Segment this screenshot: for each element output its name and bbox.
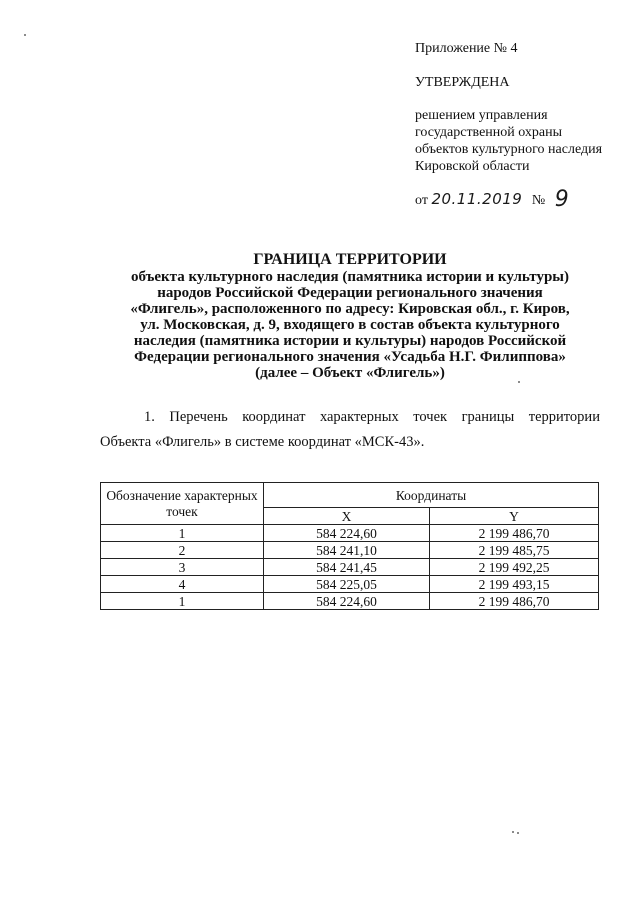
- paragraph-second-line: Объекта «Флигель» в системе координат «МСК-43».: [100, 434, 425, 450]
- scan-speck: [518, 381, 520, 383]
- title-line: наследия (памятника истории и культуры) народов Российской: [133, 333, 567, 349]
- cell-y: 2 199 486,70: [430, 525, 599, 542]
- title-line: «Флигель», расположенного по адресу: Кировская обл., г. Киров,: [130, 301, 570, 317]
- cell-x: 584 241,45: [264, 559, 430, 576]
- title-line: народов Российской Федерации регионального значения: [157, 285, 543, 301]
- table-row: [101, 559, 599, 576]
- approval-authority-line: государственной охраны: [415, 125, 563, 140]
- number-sign: №: [531, 193, 546, 208]
- scan-speck: [517, 832, 519, 834]
- table-row: [101, 576, 599, 593]
- paragraph-first-line: [100, 405, 600, 430]
- coordinates-table: [100, 482, 599, 610]
- cell-x: 584 241,10: [264, 542, 430, 559]
- cell-point: 2: [101, 542, 264, 559]
- cell-y: 2 199 493,15: [430, 576, 599, 593]
- paragraph-word: координат: [242, 409, 306, 425]
- table-row: [101, 542, 599, 559]
- cell-y: 2 199 485,75: [430, 542, 599, 559]
- header-points: Обозначение характерных точек: [101, 483, 264, 525]
- approval-authority-line: решением управления: [415, 108, 548, 123]
- title-main: ГРАНИЦА ТЕРРИТОРИИ: [253, 251, 447, 268]
- approval-authority-line: объектов культурного наследия: [415, 142, 603, 157]
- title-line: объекта культурного наследия (памятника истории и культуры): [130, 269, 569, 285]
- scan-speck: [512, 831, 514, 833]
- cell-y: 2 199 486,70: [430, 593, 599, 610]
- table-row: [101, 593, 599, 610]
- approved-label: УТВЕРЖДЕНА: [415, 75, 510, 90]
- approval-block: [415, 40, 635, 212]
- paragraph-word: 1.: [144, 409, 155, 425]
- paragraph-word: точек: [413, 409, 448, 425]
- paragraph-word: территории: [528, 409, 600, 425]
- header-coordinates: Координаты: [264, 483, 599, 508]
- cell-point: 3: [101, 559, 264, 576]
- approval-authority-line: Кировской области: [415, 159, 530, 174]
- title-line: Федерации регионального значения «Усадьба Н.Г. Филиппова»: [134, 349, 566, 365]
- appendix-label: Приложение № 4: [415, 41, 518, 56]
- paragraph-word: Перечень: [169, 409, 228, 425]
- cell-point: 1: [101, 593, 264, 610]
- cell-x: 584 224,60: [264, 525, 430, 542]
- decree-line: [415, 187, 635, 212]
- table-row: [101, 525, 599, 542]
- header-y: Y: [430, 508, 599, 525]
- from-label: от: [415, 193, 428, 208]
- title-line: (далее – Объект «Флигель»): [255, 365, 445, 381]
- cell-x: 584 225,05: [264, 576, 430, 593]
- cell-point: 4: [101, 576, 264, 593]
- paragraph-word: границы: [461, 409, 515, 425]
- document-title: [95, 252, 605, 381]
- cell-y: 2 199 492,25: [430, 559, 599, 576]
- paragraph-word: характерных: [319, 409, 399, 425]
- decree-date: 20.11.2019: [431, 190, 523, 208]
- header-x: X: [264, 508, 430, 525]
- body-paragraph: [100, 405, 600, 455]
- decree-number: 9: [554, 187, 570, 212]
- scan-speck: [24, 34, 26, 36]
- cell-x: 584 224,60: [264, 593, 430, 610]
- title-line: ул. Московская, д. 9, входящего в состав объекта культурного: [140, 317, 560, 333]
- cell-point: 1: [101, 525, 264, 542]
